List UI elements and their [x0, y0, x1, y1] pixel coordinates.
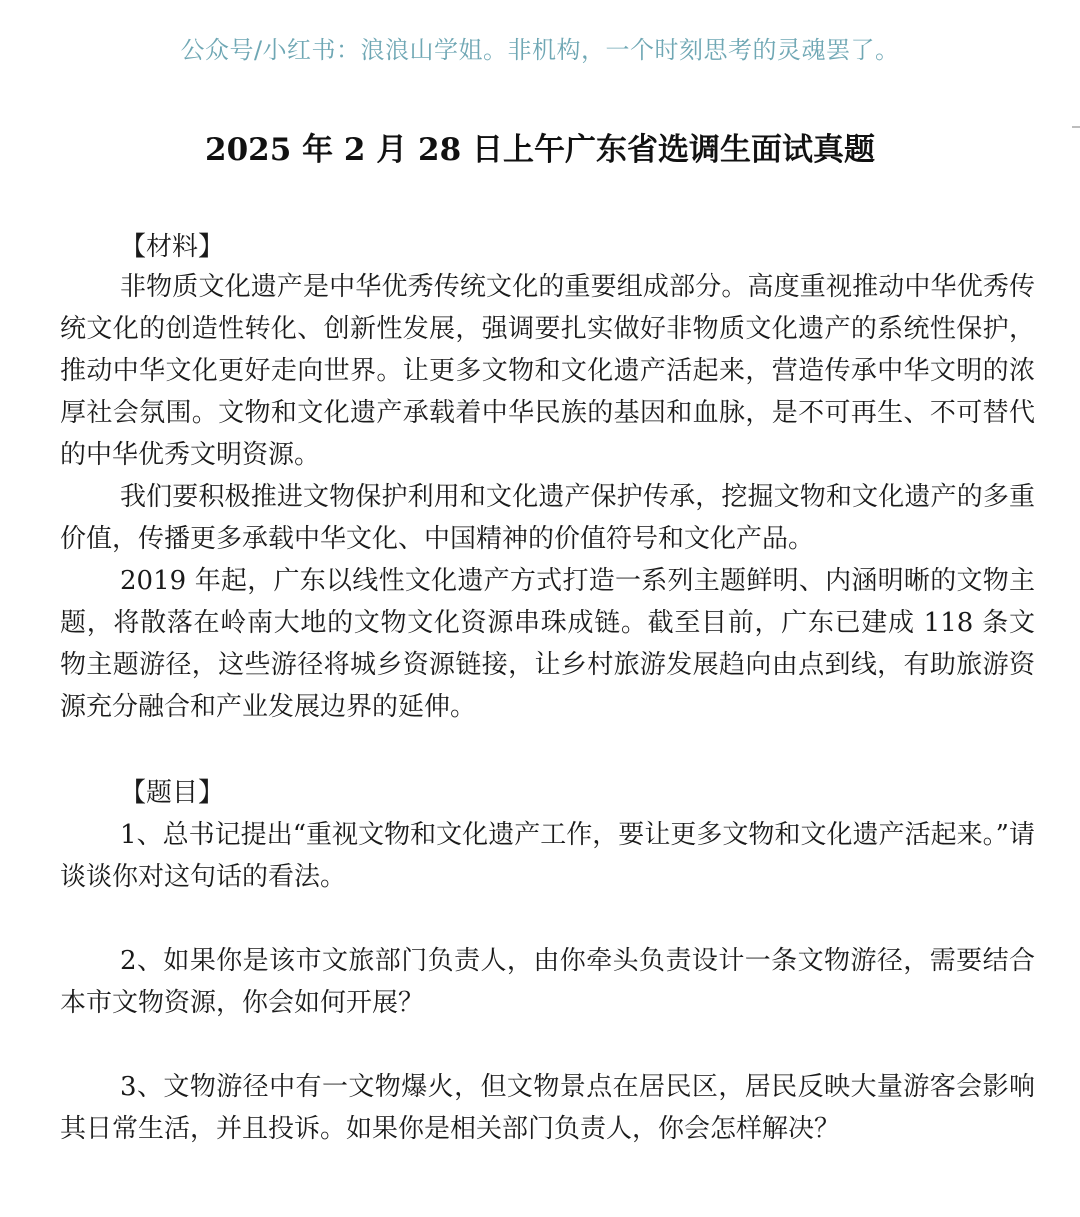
document-title: 2025 年 2 月 28 日上午广东省选调生面试真题	[205, 132, 875, 168]
material-heading: 【材料】	[120, 232, 225, 262]
question-2: 2、如果你是该市文旅部门负责人，由你牵头负责设计一条文物游径，需要结合本市文物资源，你会如何开展？	[60, 946, 1035, 1018]
question-3: 3、文物游径中有一文物爆火，但文物景点在居民区，居民反映大量游客会影响其日常生活，并且投诉。如果你是相关部门负责人，你会怎样解决？	[60, 1072, 1035, 1144]
material-paragraph-1: 非物质文化遗产是中华优秀传统文化的重要组成部分。高度重视推动中华优秀传统文化的创造性转化、创新性发展，强调要扎实做好非物质文化遗产的系统性保护，推动中华文化更好走向世界。让更多文物和文化遗产活起来，营造传承中华文明的浓厚社会氛围。文物和文化遗产承载着中华民族的基因和血脉，是不可再生、不可替代的中华优秀文明资源。	[60, 272, 1035, 470]
material-paragraph-3: 2019 年起，广东以线性文化遗产方式打造一系列主题鲜明、内涵明晰的文物主题，将散落在岭南大地的文物文化资源串珠成链。截至目前，广东已建成 118 条文物主题游径，这些游径将城乡资源链接，让乡村旅游发展趋向由点到线，有助旅游资源充分融合和产业发展边界的延伸。	[60, 566, 1035, 722]
question-1: 1、总书记提出“重视文物和文化遗产工作，要让更多文物和文化遗产活起来。”请谈谈你对这句话的看法。	[60, 820, 1035, 892]
questions-heading: 【题目】	[120, 778, 225, 808]
material-paragraph-2: 我们要积极推进文物保护利用和文化遗产保护传承，挖掘文物和文化遗产的多重价值，传播更多承载中华文化、中国精神的价值符号和文化产品。	[60, 482, 1035, 554]
watermark-text: 公众号/小红书：浪浪山学姐。非机构，一个时刻思考的灵魂罢了。	[180, 36, 900, 64]
